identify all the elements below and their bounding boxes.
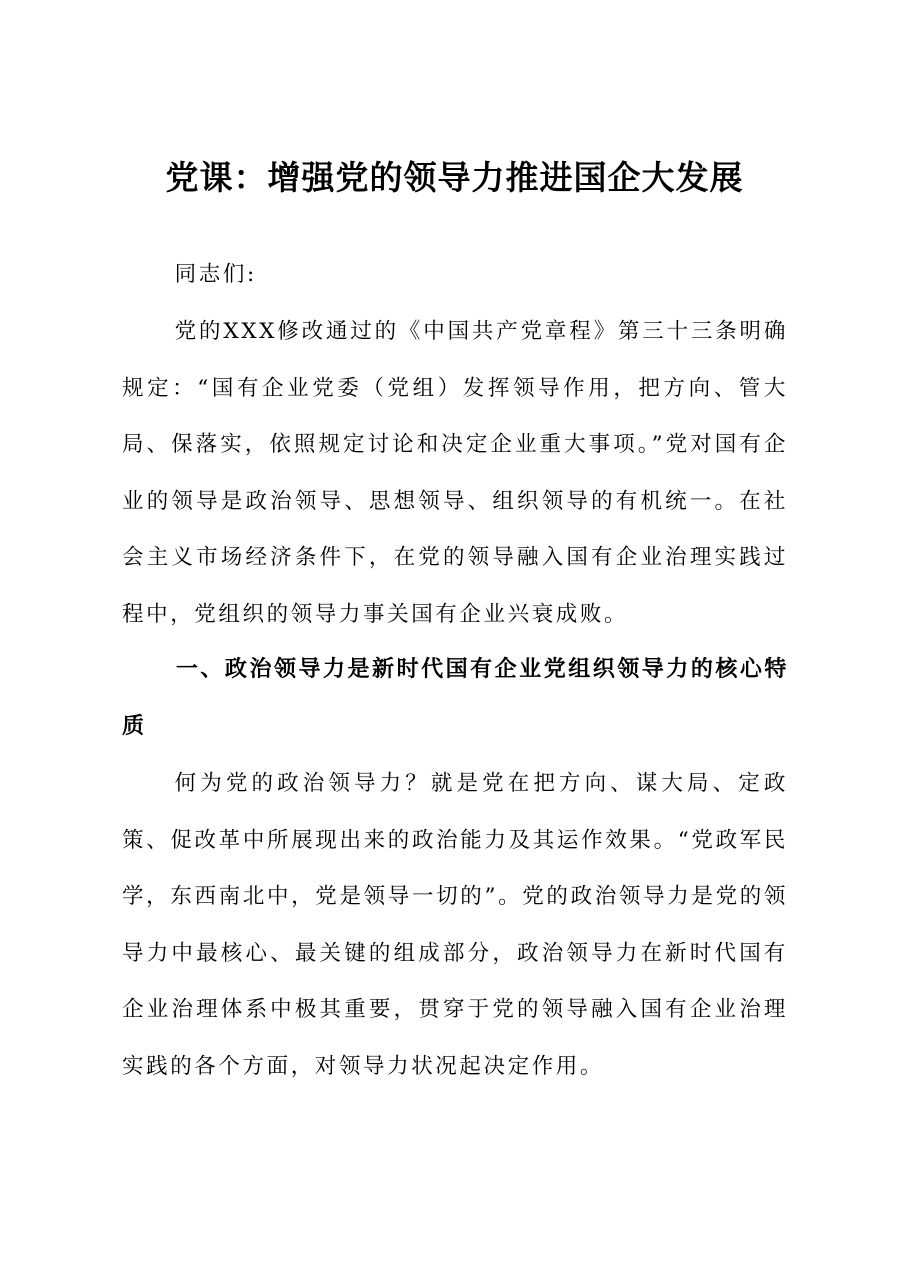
- greeting: 同志们:: [174, 262, 257, 287]
- paragraph-political-leadership: 何为党的政治领导力？就是党在把方向、谋大局、定政策、促改革中所展现出来的政治能力及其运作效果。“党政军民学，东西南北中，党是领导一切的”。党的政治领导力是党的领导力中最核心、最关键的组成部分，政治领导力在新时代国有企业治理体系中极其重要，贯穿于党的领导融入国有企业治理实践的各个方面，对领导力状况起决定作用。: [122, 771, 788, 1079]
- paragraph-intro: 党的XXX修改通过的《中国共产党章程》第三十三条明确规定：“国有企业党委（党组）发挥领导作用，把方向、管大局、保落实，依照规定讨论和决定企业重大事项。”党对国有企业的领导是政治领导、思想领导、组织领导的有机统一。在社会主义市场经济条件下，在党的领导融入国有企业治理实践过程中，党组织的领导力事关国有企业兴衰成败。: [122, 319, 788, 627]
- document-title: 党课：增强党的领导力推进国企大发展: [165, 158, 744, 197]
- section-heading: 一、政治领导力是新时代国有企业党组织领导力的核心特质: [122, 657, 788, 739]
